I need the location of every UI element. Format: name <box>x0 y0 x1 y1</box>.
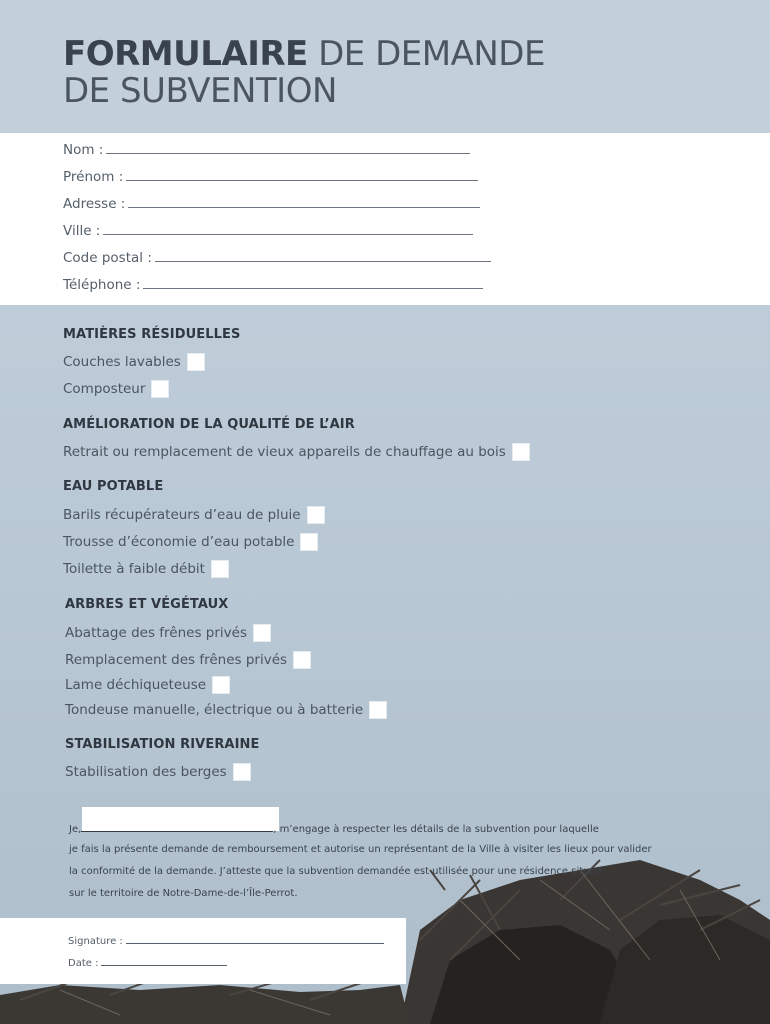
header-band <box>0 0 770 133</box>
section-title-riveraine: STABILISATION RIVERAINE <box>65 737 260 752</box>
field-ville-label: Ville : <box>63 223 101 239</box>
item-berges[interactable] <box>65 763 251 781</box>
field-adresse-label: Adresse : <box>63 196 126 212</box>
field-code-postal-label: Code postal : <box>63 250 152 266</box>
item-label: Lame déchiqueteuse <box>65 677 207 693</box>
title-line1-rest: DE DEMANDE <box>307 34 545 74</box>
title-line2: DE SUBVENTION <box>63 71 337 111</box>
item-label: Stabilisation des berges <box>65 764 227 780</box>
date-label: Date : <box>68 958 99 969</box>
pledge-line-1 <box>69 822 599 835</box>
signature-field[interactable] <box>68 934 384 947</box>
item-remplacement[interactable] <box>65 651 311 669</box>
field-nom-label: Nom : <box>63 142 104 158</box>
signature-line[interactable] <box>126 934 384 944</box>
item-label: Abattage des frênes privés <box>65 625 247 641</box>
section-title-matieres: MATIÈRES RÉSIDUELLES <box>63 327 241 342</box>
item-label: Tondeuse manuelle, électrique ou à batterie <box>65 702 364 718</box>
pledge-line-3: la conformité de la demande. J’atteste que la subvention demandée est utilisée pour une résidence située <box>69 866 602 877</box>
section-title-air: AMÉLIORATION DE LA QUALITÉ DE L’AIR <box>63 417 355 432</box>
title-bold: FORMULAIRE <box>63 34 308 74</box>
item-couches[interactable] <box>63 353 205 371</box>
page-title <box>63 36 545 110</box>
contact-fields-panel <box>0 133 770 305</box>
field-prenom[interactable] <box>63 169 478 185</box>
field-telephone-line[interactable] <box>143 277 483 289</box>
item-label: Composteur <box>63 381 146 397</box>
section-title-eau: EAU POTABLE <box>63 479 164 494</box>
field-code-postal[interactable] <box>63 250 491 266</box>
section-title-arbres: ARBRES ET VÉGÉTAUX <box>65 597 229 612</box>
pledge-line1-rest: , m’engage à respecter les détails de la subvention pour laquelle <box>273 824 599 835</box>
checkbox-trousse[interactable] <box>300 533 318 551</box>
pledge-je: Je, <box>69 824 82 835</box>
item-label: Couches lavables <box>63 354 181 370</box>
field-adresse[interactable] <box>63 196 480 212</box>
item-label: Trousse d’économie d’eau potable <box>63 534 295 550</box>
checkbox-composteur[interactable] <box>151 380 169 398</box>
checkbox-abattage[interactable] <box>253 624 271 642</box>
item-lame[interactable] <box>65 676 230 694</box>
checkbox-tondeuse[interactable] <box>369 701 387 719</box>
checkbox-remplacement[interactable] <box>293 651 311 669</box>
date-line[interactable] <box>101 956 227 966</box>
field-code-postal-line[interactable] <box>155 250 491 262</box>
checkbox-berges[interactable] <box>233 763 251 781</box>
signature-label: Signature : <box>68 936 123 947</box>
field-adresse-line[interactable] <box>128 196 480 208</box>
item-abattage[interactable] <box>65 624 271 642</box>
field-prenom-line[interactable] <box>126 169 478 181</box>
field-ville-line[interactable] <box>103 223 473 235</box>
checkbox-chauffage[interactable] <box>512 443 530 461</box>
item-tondeuse[interactable] <box>65 701 387 719</box>
checkbox-lame[interactable] <box>212 676 230 694</box>
checkbox-toilette[interactable] <box>211 560 229 578</box>
item-label: Barils récupérateurs d’eau de pluie <box>63 507 301 523</box>
field-nom[interactable] <box>63 142 470 158</box>
item-trousse[interactable] <box>63 533 318 551</box>
field-prenom-label: Prénom : <box>63 169 124 185</box>
pledge-line-4: sur le territoire de Notre-Dame-de-l’Île-Perrot. <box>69 888 298 899</box>
item-toilette[interactable] <box>63 560 229 578</box>
item-label: Remplacement des frênes privés <box>65 652 288 668</box>
item-label: Toilette à faible débit <box>63 561 205 577</box>
item-label: Retrait ou remplacement de vieux appareils de chauffage au bois <box>63 444 506 460</box>
signature-panel <box>0 918 406 984</box>
field-telephone[interactable] <box>63 277 483 293</box>
item-chauffage[interactable] <box>63 443 530 461</box>
checkbox-barils[interactable] <box>307 506 325 524</box>
pledge-line-2: je fais la présente demande de remboursement et autorise un représentant de la Ville à visiter les lieux pour valider <box>69 844 652 855</box>
field-nom-line[interactable] <box>106 142 470 154</box>
field-telephone-label: Téléphone : <box>63 277 141 293</box>
item-barils[interactable] <box>63 506 325 524</box>
field-ville[interactable] <box>63 223 473 239</box>
checkbox-couches[interactable] <box>187 353 205 371</box>
date-field[interactable] <box>68 956 227 969</box>
pledge-name-line[interactable] <box>81 822 273 832</box>
item-composteur[interactable] <box>63 380 169 398</box>
